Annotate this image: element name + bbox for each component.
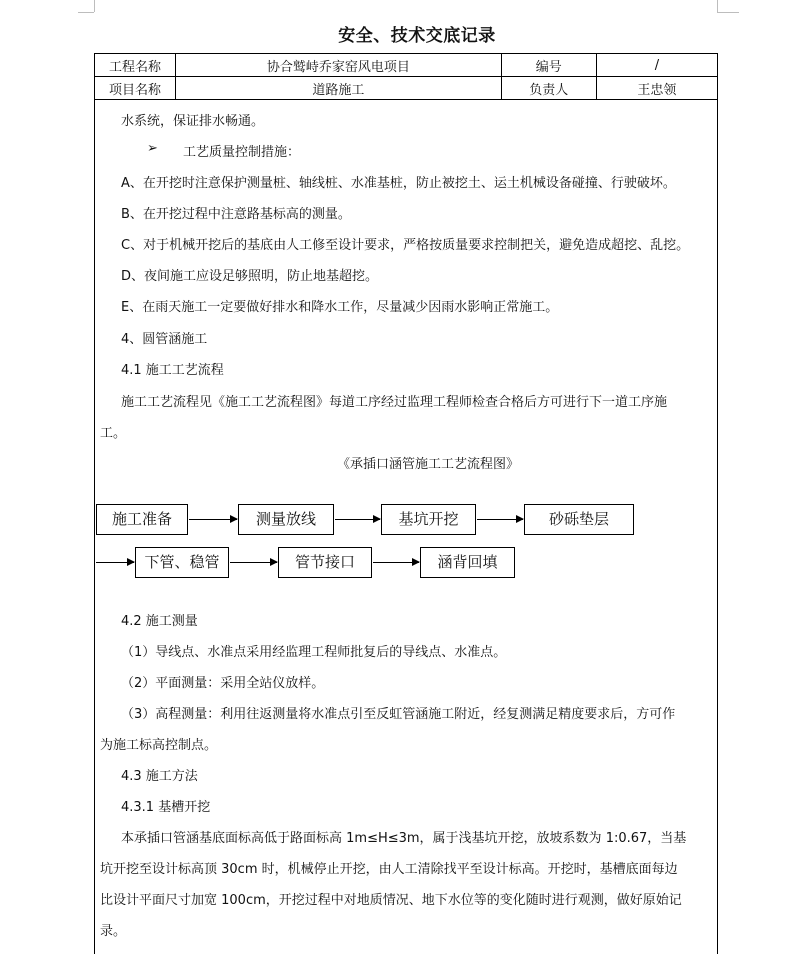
flow-step: 测量放线 — [238, 504, 334, 535]
header-table — [94, 53, 718, 100]
list-item: （1）导线点、水准点采用经监理工程师批复后的导线点、水准点。 — [121, 645, 507, 660]
list-item: E、在雨天施工一定要做好排水和降水工作，尽量减少因雨水影响正常施工。 — [121, 300, 559, 315]
flow-step: 砂砾垫层 — [524, 504, 634, 535]
number-label: 编号 — [501, 54, 596, 77]
flowchart-caption: 《承插口涵管施工工艺流程图》 — [336, 457, 519, 472]
page-corner-mark — [78, 12, 94, 13]
paragraph: 比设计平面尺寸加宽 100cm，开挖过程中对地质情况、地下水位等的变化随时进行观测，做好原始记 — [100, 893, 682, 908]
flow-arrow-icon — [477, 519, 523, 520]
section-heading: 4.3 施工方法 — [121, 769, 198, 784]
flow-step: 基坑开挖 — [381, 504, 476, 535]
flow-step: 涵背回填 — [420, 547, 515, 578]
person-value: 王忠领 — [596, 77, 717, 100]
page-corner-mark — [717, 0, 718, 12]
item-name-value: 道路施工 — [176, 77, 502, 100]
flow-arrow-icon — [230, 562, 277, 563]
paragraph: 本承插口管涵基底面标高低于路面标高 1m≤H≤3m，属于浅基坑开挖，放坡系数为 1:0.67，当基 — [121, 831, 687, 846]
person-label: 负责人 — [501, 77, 596, 100]
paragraph: 水系统，保证排水畅通。 — [121, 114, 265, 129]
flow-step: 施工准备 — [96, 504, 188, 535]
section-heading: 4.3.1 基槽开挖 — [121, 800, 211, 815]
section-heading: 4.2 施工测量 — [121, 614, 198, 629]
section-heading: 4、圆管涵施工 — [121, 332, 208, 347]
paragraph: 施工工艺流程见《施工工艺流程图》每道工序经过监理工程师检查合格后方可进行下一道工序施 — [121, 395, 668, 410]
list-item: B、在开挖过程中注意路基标高的测量。 — [121, 207, 351, 222]
project-name-label: 工程名称 — [95, 54, 176, 77]
flow-step: 下管、稳管 — [135, 547, 229, 578]
header-row — [95, 54, 718, 77]
document-title: 安全、技术交底记录 — [338, 26, 496, 46]
page-corner-mark — [717, 12, 739, 13]
bullet-heading: 工艺质量控制措施： — [183, 145, 301, 160]
project-name-value: 协合鹫峙乔家窑风电项目 — [176, 54, 502, 77]
list-item: D、夜间施工应设足够照明，防止地基超挖。 — [121, 269, 379, 284]
page-corner-mark — [94, 0, 95, 12]
list-item: （3）高程测量：利用往返测量将水准点引至反虹管涵施工附近，经复测满足精度要求后，方可作 — [121, 707, 676, 722]
list-item: A、在开挖时注意保护测量桩、轴线桩、水准基桩，防止被挖土、运土机械设备碰撞、行驶破坏。 — [121, 176, 676, 191]
section-heading: 4.1 施工工艺流程 — [121, 363, 224, 378]
flow-arrow-icon — [335, 519, 380, 520]
flow-arrow-icon — [96, 562, 134, 563]
bullet-marker: ➢ — [147, 141, 158, 156]
paragraph: 录。 — [100, 924, 127, 939]
list-item: C、对于机械开挖后的基底由人工修至设计要求，严格按质量要求控制把关，避免造成超挖、乱挖。 — [121, 238, 690, 253]
paragraph: 坑开挖至设计标高顶 30cm 时，机械停止开挖，由人工清除找平至设计标高。开挖时，基槽底面每边 — [100, 862, 678, 877]
flow-arrow-icon — [189, 519, 237, 520]
flow-step: 管节接口 — [278, 547, 372, 578]
list-item: 为施工标高控制点。 — [100, 738, 218, 753]
list-item: （2）平面测量：采用全站仪放样。 — [121, 676, 325, 691]
paragraph: 工。 — [100, 426, 127, 441]
item-name-label: 项目名称 — [95, 77, 176, 100]
flow-arrow-icon — [373, 562, 419, 563]
header-row — [95, 77, 718, 100]
number-value: / — [596, 54, 717, 77]
